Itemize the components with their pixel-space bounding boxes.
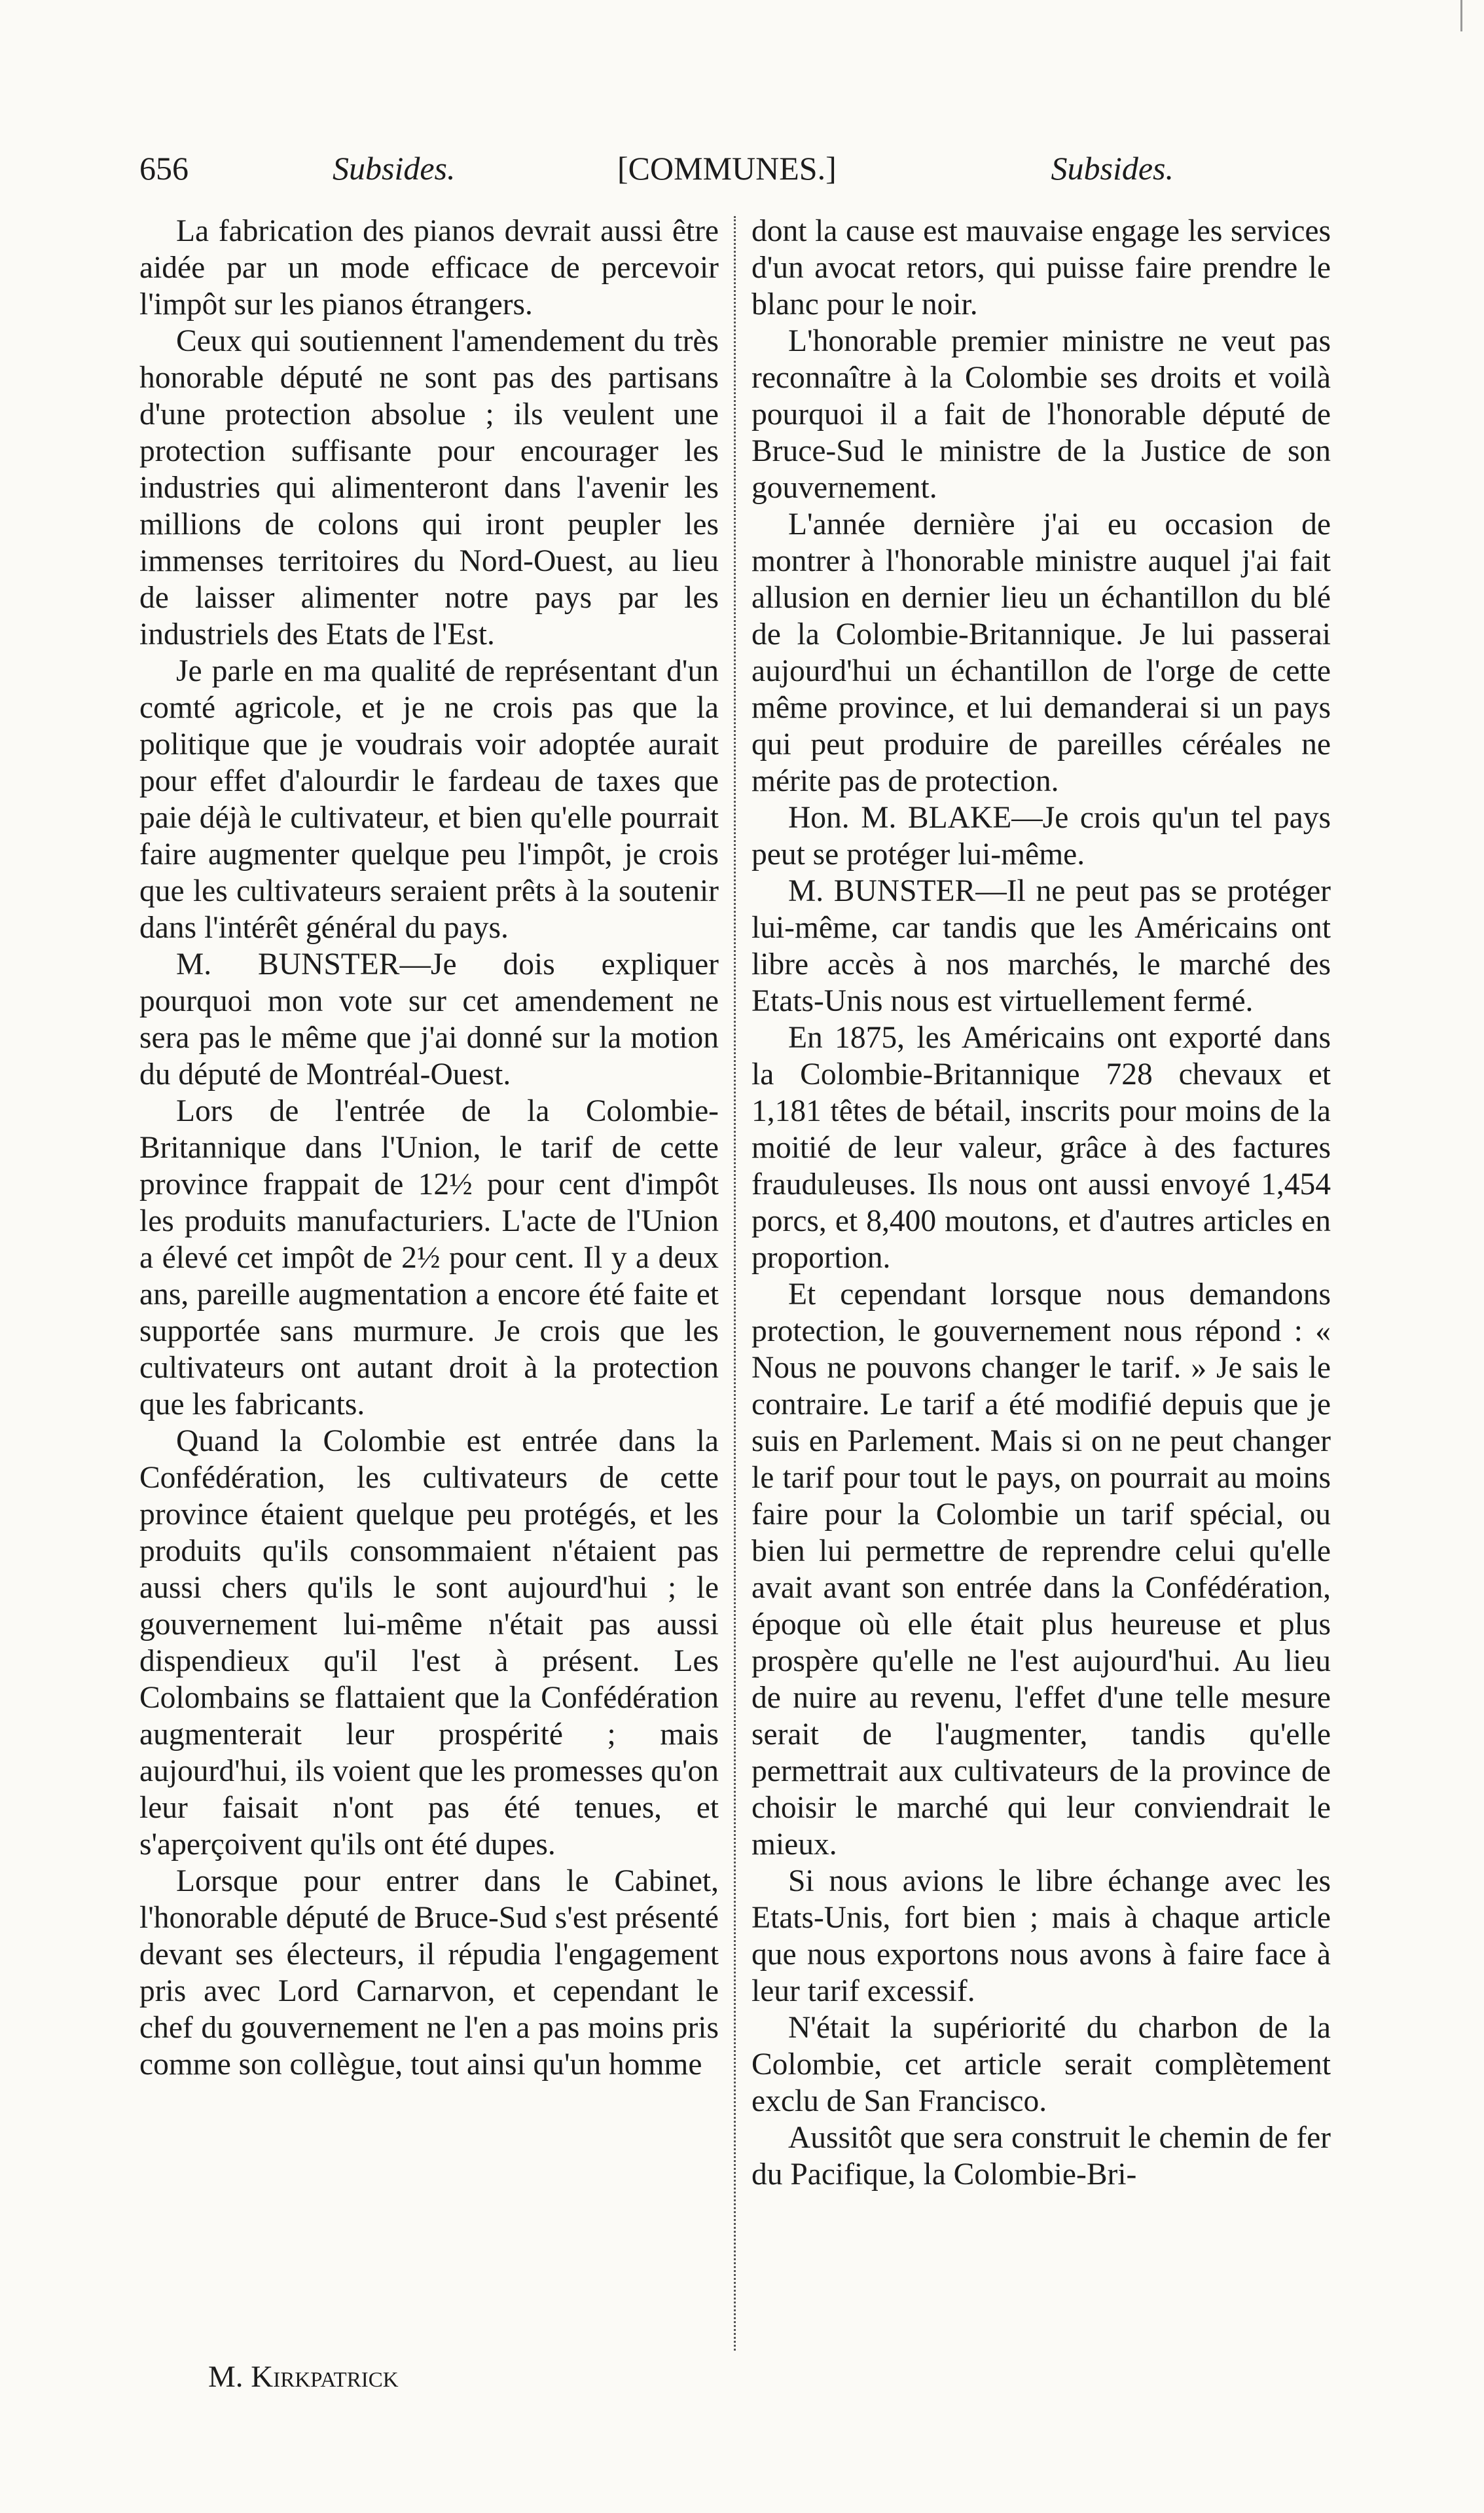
paragraph: Quand la Colombie est entrée dans la Confédération, les cultivateurs de cette province étaient quelque peu protégés, et les produits qu'ils consommaient n'étaient pas aussi chers qu'ils le sont aujourd'hui ; le gouvernement lui-même n'était pas aussi dispendieux qu'il l'est à présent. Les Colombains se flattaient que la Confédération augmenterait leur prospérité ; mais aujourd'hui, ils voient que les promesses qu'on leur faisait n'ont pas été tenues, et s'aperçoivent qu'ils ont été dupes. — [139, 1424, 719, 1862]
page-number: 656 — [139, 150, 189, 187]
paragraph: L'année dernière j'ai eu occasion de montrer à l'honorable ministre auquel j'ai fait allusion en dernier lieu un échantillon du blé de la Colombie-Britannique. Je lui passerai aujourd'hui un échantillon de l'orge de cette même province, et lui demanderai si un pays qui peut produire de pareilles céréales ne mérite pas de protection. — [751, 507, 1331, 798]
left-column — [139, 213, 719, 2083]
column-divider — [734, 216, 736, 2351]
paragraph: Lors de l'entrée de la Colombie-Britannique dans l'Union, le tarif de cette province frappait de 12½ pour cent d'impôt les produits manufacturiers. L'acte de l'Union a élevé cet impôt de 2½ pour cent. Il y a deux ans, pareille augmentation a encore été faite et supportée sans murmure. Je crois que les cultivateurs ont autant droit à la protection que les fabricants. — [139, 1094, 719, 1422]
running-title-right: Subsides. — [1051, 150, 1174, 187]
paragraph: Et cependant lorsque nous demandons protection, le gouvernement nous répond : « Nous ne pouvons changer le tarif. » Je sais le contraire. Le tarif a été modifié depuis que je suis en Parlement. Mais si on ne peut changer le tarif pour tout le pays, on pourrait au moins faire pour la Colombie un tarif spécial, ou bien lui permettre de reprendre celui qu'elle avait avant son entrée dans la Confédération, époque où elle était plus heureuse et plus prospère qu'elle ne l'est aujourd'hui. Au lieu de nuire au revenu, l'effet d'une telle mesure serait de l'augmenter, tandis qu'elle permettrait aux cultivateurs de la province de choisir le marché qui leur conviendrait le mieux. — [751, 1277, 1331, 1862]
paragraph: N'était la supériorité du charbon de la Colombie, cet article serait complètement exclu de San Francisco. — [751, 2011, 1331, 2118]
paragraph: M. BUNSTER—Il ne peut pas se protéger lui-même, car tandis que les Américains ont libre accès à nos marchés, le marché des Etats-Unis nous est virtuellement fermé. — [751, 874, 1331, 1018]
paragraph: Aussitôt que sera construit le chemin de fer du Pacifique, la Colombie-Bri- — [751, 2121, 1331, 2192]
paragraph: La fabrication des pianos devrait aussi être aidée par un mode efficace de percevoir l'impôt sur les pianos étrangers. — [139, 214, 719, 321]
running-title-center: [COMMUNES.] — [617, 150, 837, 187]
running-title-left: Subsides. — [333, 150, 456, 187]
paragraph: Ceux qui soutiennent l'amendement du très honorable député ne sont pas des partisans d'une protection absolue ; ils veulent une protection suffisante pour encourager les industries qui alimenteront dans l'avenir les millions de colons qui iront peupler les immenses territoires du Nord-Ouest, au lieu de laisser alimenter notre pays par les industriels des Etats de l'Est. — [139, 324, 719, 651]
paragraph: Lorsque pour entrer dans le Cabinet, l'honorable député de Bruce-Sud s'est présenté devant ses électeurs, il répudia l'engagement pris avec Lord Carnarvon, et cependant le chef du gouvernement ne l'en a pas moins pris comme son collègue, tout ainsi qu'un homme — [139, 1864, 719, 2082]
paragraph: Je parle en ma qualité de représentant d'un comté agricole, et je ne crois pas que la politique que je voudrais voir adoptée aurait pour effet d'alourdir le fardeau de taxes que paie déjà le cultivateur, et bien qu'elle pourrait faire augmenter quelque peu l'impôt, je crois que les cultivateurs seraient prêts à la soutenir dans l'intérêt général du pays. — [139, 654, 719, 945]
right-column — [751, 213, 1331, 2193]
page-header — [139, 145, 1174, 191]
catchword-speaker: M. Kirkpatrick — [208, 2360, 399, 2394]
paragraph: L'honorable premier ministre ne veut pas reconnaître à la Colombie ses droits et voilà pourquoi il a fait de l'honorable député de Bruce-Sud le ministre de la Justice de son gouvernement. — [751, 324, 1331, 505]
paragraph: Hon. M. BLAKE—Je crois qu'un tel pays peut se protéger lui-même. — [751, 801, 1331, 871]
paragraph: En 1875, les Américains ont exporté dans la Colombie-Britannique 728 chevaux et 1,181 têtes de bétail, inscrits pour moins de la moitié de leur valeur, grâce à des factures frauduleuses. Ils nous ont aussi envoyé 1,454 porcs, et 8,400 moutons, et d'autres articles en proportion. — [751, 1021, 1331, 1275]
paragraph: Si nous avions le libre échange avec les Etats-Unis, fort bien ; mais à chaque article que nous exportons nous avons à faire face à leur tarif excessif. — [751, 1864, 1331, 2008]
paragraph: M. BUNSTER—Je dois expliquer pourquoi mon vote sur cet amendement ne sera pas le même que j'ai donné sur la motion du député de Montréal-Ouest. — [139, 947, 719, 1091]
scan-corner-mark — [1460, 0, 1462, 31]
paragraph: dont la cause est mauvaise engage les services d'un avocat retors, qui puisse faire prendre le blanc pour le noir. — [751, 214, 1331, 321]
